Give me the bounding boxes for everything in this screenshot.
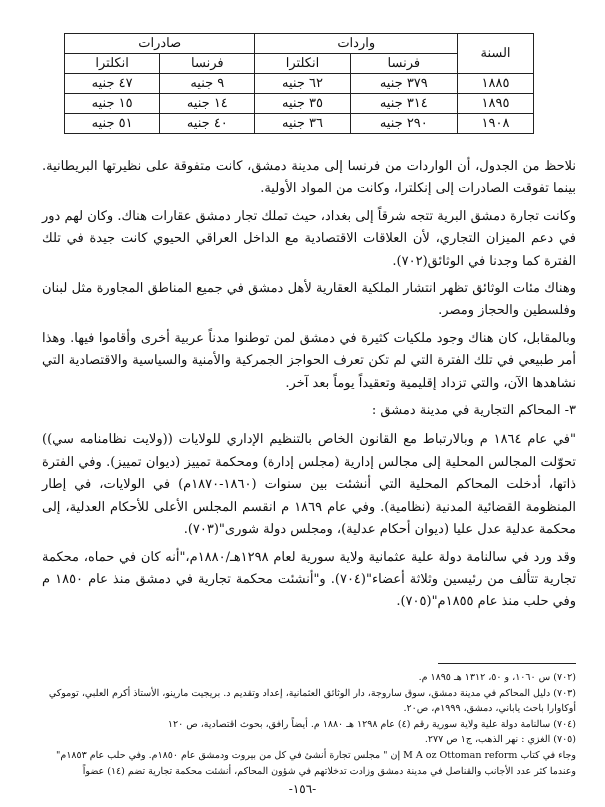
cell-year: ١٨٨٥ bbox=[458, 74, 534, 94]
cell-exports-england: ٤٧ جنيه bbox=[65, 74, 160, 94]
footnote: (٧٠٥) الغزي : نهر الذهب، ج١ ص ٢٧٧. bbox=[424, 734, 576, 746]
table-row bbox=[65, 114, 534, 134]
cell-year: ١٩٠٨ bbox=[458, 114, 534, 134]
section-heading: ٣- المحاكم التجارية في مدينة دمشق : bbox=[371, 403, 576, 419]
cell-exports-england: ١٥ جنيه bbox=[65, 94, 160, 114]
header-year: السنة bbox=[458, 34, 534, 74]
cell-imports-france: ٣١٤ جنيه bbox=[350, 94, 457, 114]
paragraph: "في عام ١٨٦٤ م وبالارتباط مع القانون الخاص بالتنظيم الإداري للولايات ((ولايت نظامنامه سي)) تحوّلت المجالس المحلية إلى مجالس إدارية (مجلس إدارة) ومحكمة تمييز (ديوان تمييز). وفي الفترة ذاتها، أدخلت المحاكم المحلية التي أنشئت بين سنوات (١٨٦٠-١٨٧٠م) في الولايات، في إطار المنظومة القضائية المدنية (نظامية). وفي عام ١٨٦٩ م انقسم المجلس الأعلى للأحكام العدلية، إلى محكمة عدلية عدل عليا (ديوان أحكام عدلية)، ومجلس دولة شورى"(٧٠٣). bbox=[42, 432, 576, 538]
paragraph: وكانت تجارة دمشق البرية تتجه شرقاً إلى بغداد، حيث تملك تجار دمشق عقارات هناك. وكان لهم دور في دعم الميزان التجاري، لأن العلاقات الاقتصادية مع الداخل العراقي الحيوي كانت جيدة في تلك الفترة كما وجدنا في الوثائق(٧٠٢). bbox=[42, 208, 576, 269]
paragraph: وهناك مئات الوثائق تظهر انتشار الملكية العقارية لأهل دمشق في جميع المناطق المجاورة مثل لبنان وفلسطين والحجاز ومصر. bbox=[42, 281, 576, 319]
paragraph: وقد ورد في سالنامة دولة علية عثمانية ولاية سورية لعام ١٢٩٨هـ/١٨٨٠م،"أنه كان في حماه، محكمة تجارية تتألف من رئيسين وثلاثة أعضاء"(٧٠٤). و"أنشئت محكمة تجارية في دمشق منذ عام ١٨٥٠ م وفي حلب منذ عام ١٨٥٥م"(٧٠٥). bbox=[42, 549, 577, 610]
cell-year: ١٨٩٥ bbox=[458, 94, 534, 114]
header-imports-england: انكلترا bbox=[255, 54, 350, 74]
cell-imports-england: ٣٦ جنيه bbox=[255, 114, 350, 134]
footnote: وعندما كثر عدد الأجانب والقناصل في مدينة دمشق وزادت تدخلاتهم في شؤون المحاكم، أنشئت محكمة تجارية تضم (١٤) عضواً bbox=[82, 765, 576, 777]
table-row bbox=[65, 74, 534, 94]
cell-exports-france: ٤٠ جنيه bbox=[160, 114, 255, 134]
cell-imports-england: ٦٢ جنيه bbox=[255, 74, 350, 94]
cell-exports-england: ٥١ جنيه bbox=[65, 114, 160, 134]
paragraph: وبالمقابل، كان هناك وجود ملكيات كثيرة في دمشق لمن توطنوا مدناً عربية أخرى وأقاموا فيها. وهذا أمر طبيعي في تلك الفترة التي لم تكن تعرف الحواجز الجمركية والأمنية والسياسية والاقتصادية التي نشاهدها الآن، والتي تزداد إقليمية وتعقيداً يوماً بعد آخر. bbox=[42, 330, 576, 391]
page-number: -١٥٦- bbox=[288, 782, 317, 796]
footnote: (٧٠٤) سالنامة دولة علية ولاية سورية رقم (٤) عام ١٢٩٨ هـ ١٨٨٠ م. أيضاً رافق، بحوث اقتصادية، ص ١٢٠ bbox=[167, 718, 576, 730]
footnote-divider bbox=[438, 663, 576, 664]
footnote: (٧٠٢) س ١٠٦٠، و ٥٠، ١٣١٢ هـ ١٨٩٥ م. bbox=[418, 672, 576, 683]
header-imports: واردات bbox=[255, 34, 458, 54]
header-imports-france: فرنسا bbox=[350, 54, 457, 74]
table-row bbox=[65, 94, 534, 114]
footnote: أوكاوارا باحث ياباني، دمشق، ١٩٩٩م، ص٢٠. bbox=[403, 703, 576, 715]
footnote: (٧٠٣) دليل المحاكم في مدينة دمشق، سوق ساروجة، دار الوثائق العثمانية، إعداد وتقديم د. بريجيت مارينو، الأستاذ أكرم العلبي، توموكي bbox=[48, 687, 576, 699]
cell-imports-france: ٣٧٩ جنيه bbox=[350, 74, 457, 94]
table-header-row bbox=[65, 34, 534, 54]
footnotes bbox=[40, 670, 576, 779]
header-exports-england: انكلترا bbox=[65, 54, 160, 74]
header-exports: صادرات bbox=[65, 34, 255, 54]
cell-imports-france: ٢٩٠ جنيه bbox=[350, 114, 457, 134]
header-exports-france: فرنسا bbox=[160, 54, 255, 74]
cell-exports-france: ١٤ جنيه bbox=[160, 94, 255, 114]
footnote: وجاء في كتاب M A oz Ottoman reform إن " مجلس تجارة أنشئ في كل من بيروت ودمشق عام ١٨٥٠م. وفي حلب عام ١٨٥٣م" bbox=[56, 749, 576, 761]
cell-exports-france: ٩ جنيه bbox=[160, 74, 255, 94]
trade-table bbox=[64, 33, 534, 134]
body-text bbox=[42, 156, 576, 619]
paragraph: نلاحظ من الجدول، أن الواردات من فرنسا إلى مدينة دمشق، كانت متفوقة على نظيرتها البريطانية. بينما تفوقت الصادرات إلى إنكلترا، وكانت من المواد الأولية. bbox=[42, 159, 576, 197]
cell-imports-england: ٣٥ جنيه bbox=[255, 94, 350, 114]
